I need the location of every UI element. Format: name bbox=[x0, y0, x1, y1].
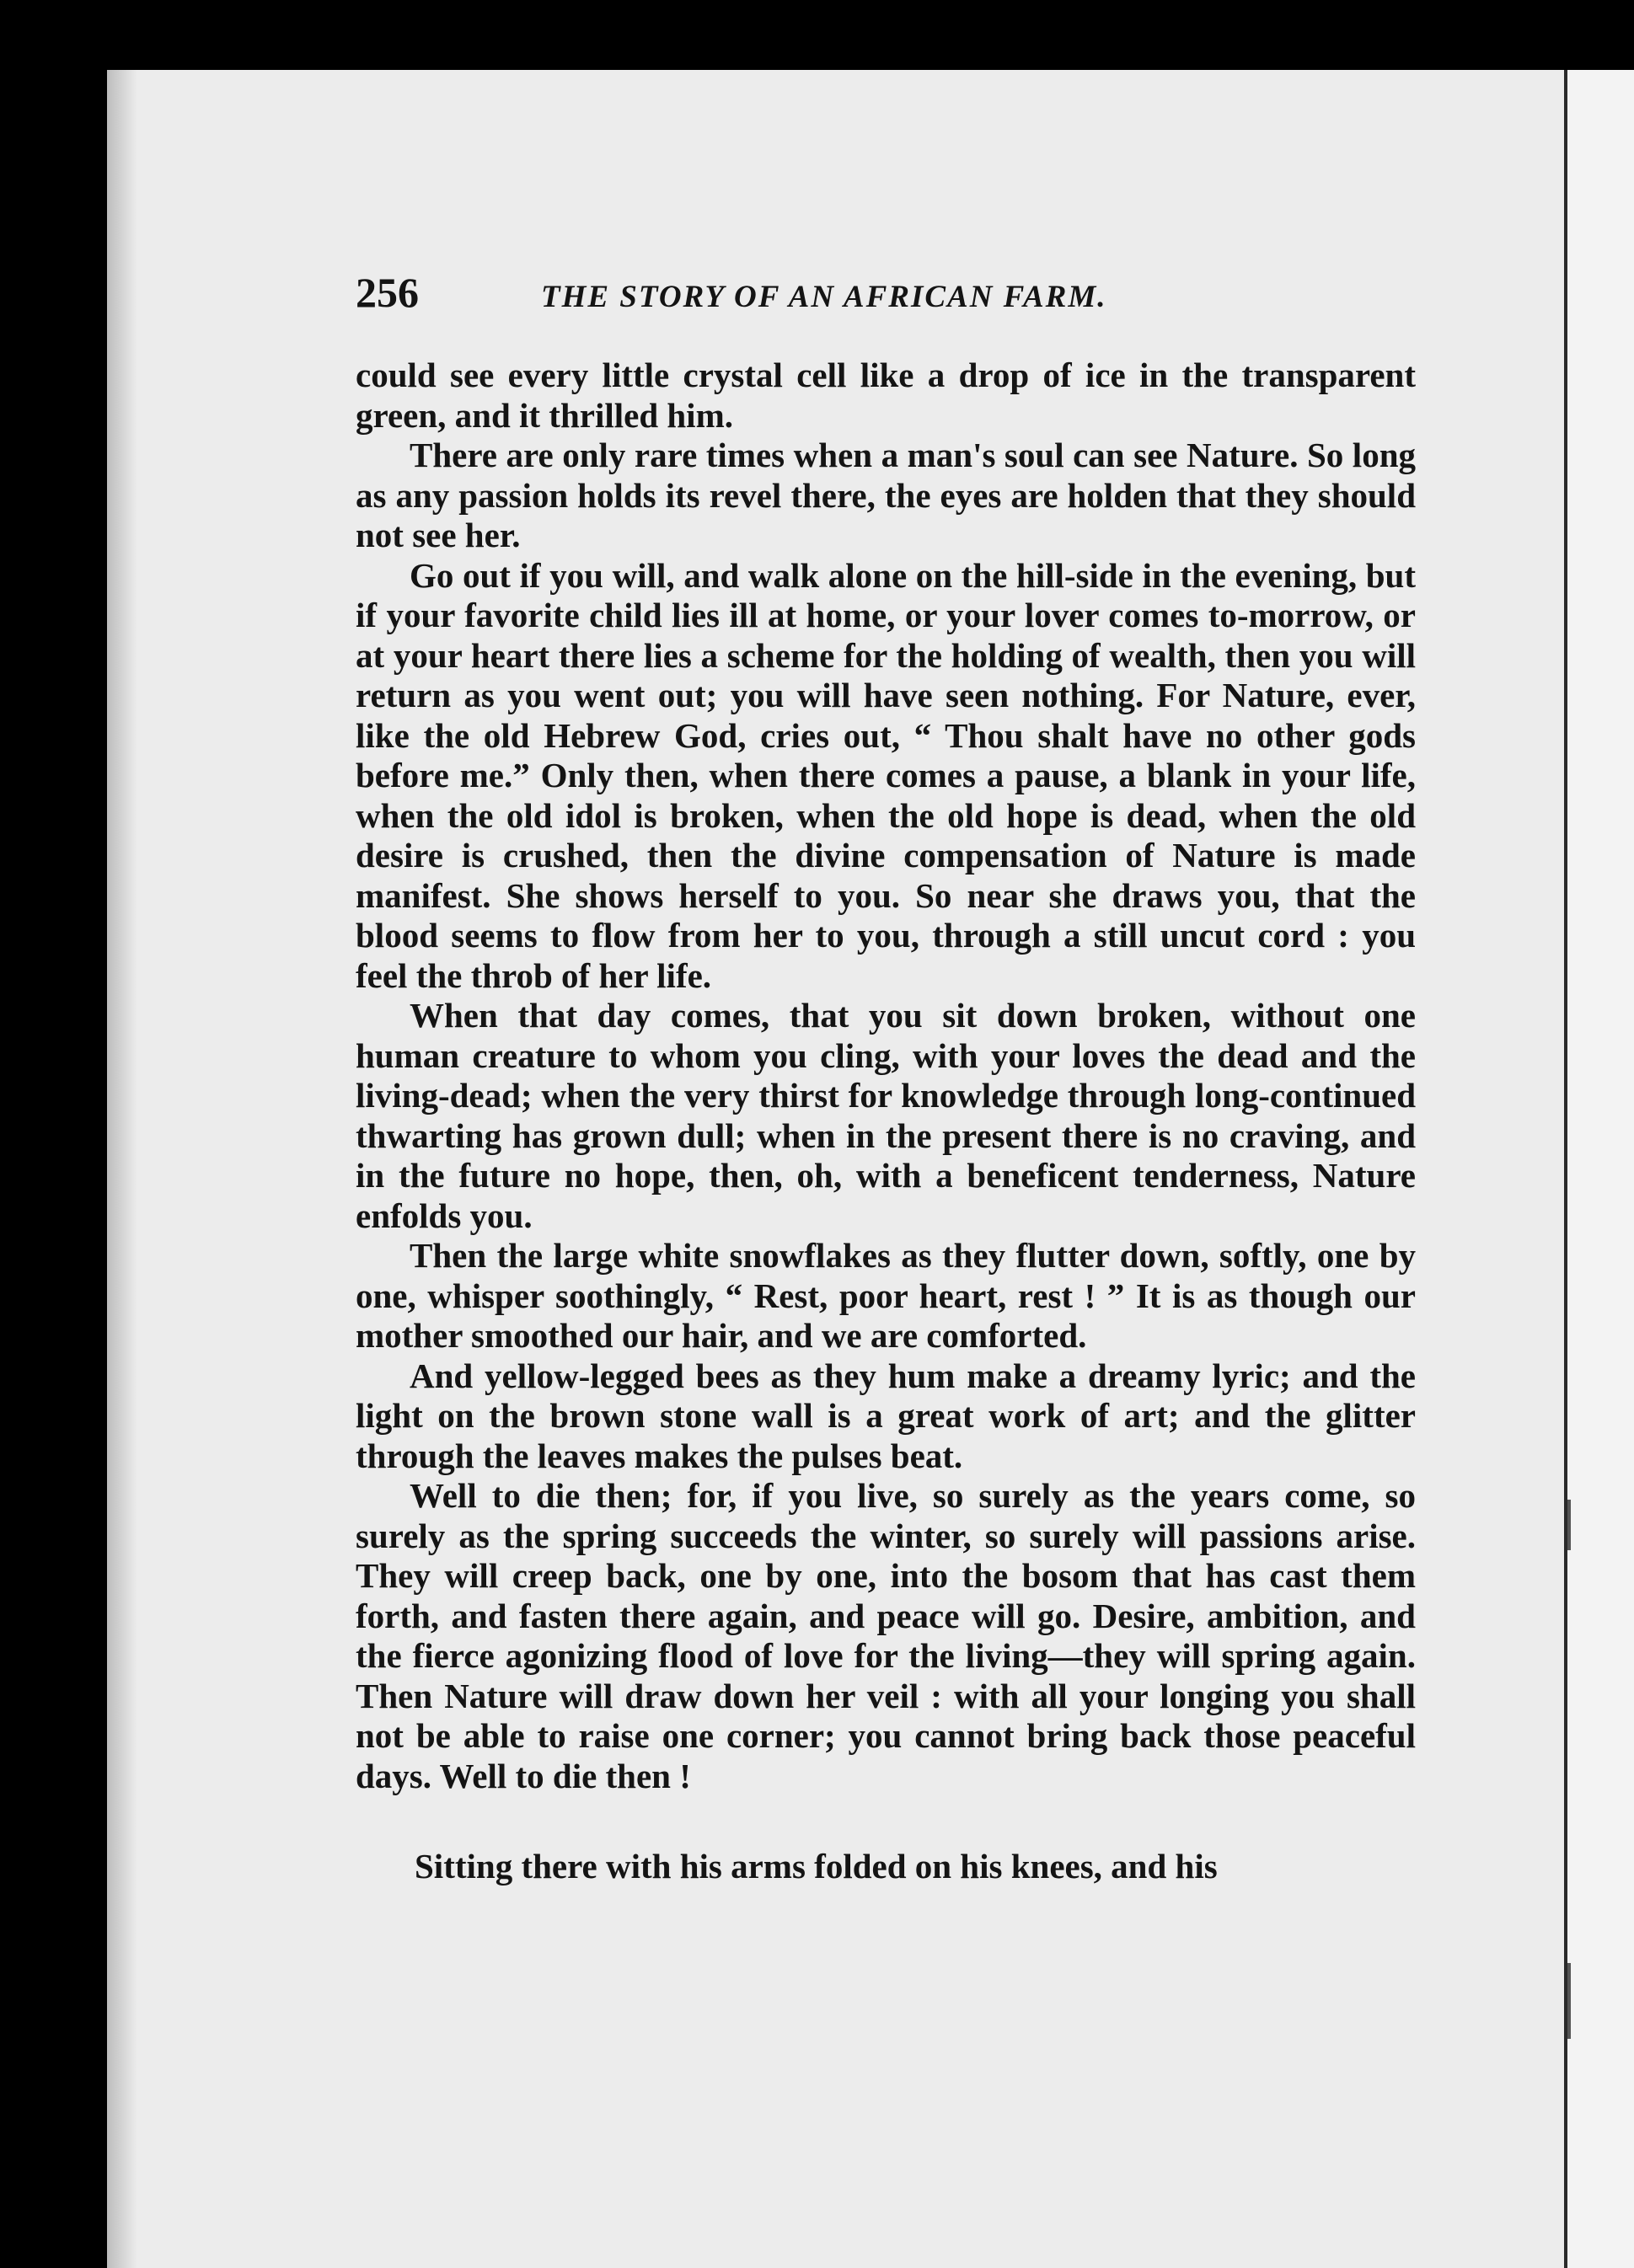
paragraph: And yellow-legged bees as they hum make a dreamy lyric; and the light on the brown stone wall is a great work of art; and the glitter through the leaves makes the pulses beat. bbox=[356, 1356, 1416, 1475]
page-text-block bbox=[356, 268, 1416, 1887]
paragraph: could see every little crystal cell like a drop of ice in the transparent green, and it thrilled him. bbox=[356, 356, 1416, 435]
paragraph: When that day comes, that you sit down broken, without one human creature to whom you cling, with your loves the dead and the living-dead; when the very thirst for knowledge through long-continued thwarting has grown dull; when in the present there is no craving, and in the future no hope, then, oh, with a beneficent tenderness, Nature enfolds you. bbox=[356, 996, 1416, 1235]
adjacent-page-edge bbox=[1567, 70, 1634, 2268]
binding-shadow bbox=[107, 70, 137, 2268]
running-head bbox=[356, 268, 1416, 316]
page-edge-mark bbox=[1567, 1500, 1571, 1550]
body-text bbox=[356, 356, 1416, 1887]
paragraph: Go out if you will, and walk alone on the hill-side in the evening, but if your favorite child lies ill at home, or your lover comes to-morrow, or at your heart there lies a scheme for the holding of wealth, then you will return as you went out; you will have seen nothing. For Nature, ever, like the old Hebrew God, cries out, “ Thou shalt have no other gods before me.” Only then, when there comes a pause, a blank in your life, when the old idol is broken, when the old hope is dead, when the old desire is crushed, then the divine compensation of Nature is made manifest. She shows herself to you. So near she draws you, that the blood seems to flow from her to you, through a still uncut cord : you feel the throb of her life. bbox=[356, 555, 1416, 995]
paragraph: Then the large white snowflakes as they flutter down, softly, one by one, whisper soothingly, “ Rest, poor heart, rest ! ” It is as though our mother smoothed our hair, and we are comforted. bbox=[356, 1236, 1416, 1355]
paragraph: Well to die then; for, if you live, so surely as the years come, so surely as the spring succeeds the winter, so surely will passions arise. They will creep back, one by one, into the bosom that has cast them forth, and fasten there again, and peace will go. Desire, ambition, and the fierce agonizing flood of love for the living—they will spring again. Then Nature will draw down her veil : with all your longing you shall not be able to raise one corner; you cannot bring back those peaceful days. Well to die then ! bbox=[356, 1476, 1416, 1795]
paragraph: Sitting there with his arms folded on his knees, and his bbox=[415, 1847, 1218, 1886]
page-number: 256 bbox=[356, 269, 419, 316]
running-head-title: THE STORY OF AN AFRICAN FARM. bbox=[541, 280, 1107, 314]
page-edge-mark bbox=[1567, 1963, 1571, 2039]
paragraph: There are only rare times when a man's soul can see Nature. So long as any passion holds its revel there, the eyes are holden that they should not see her. bbox=[356, 436, 1416, 554]
